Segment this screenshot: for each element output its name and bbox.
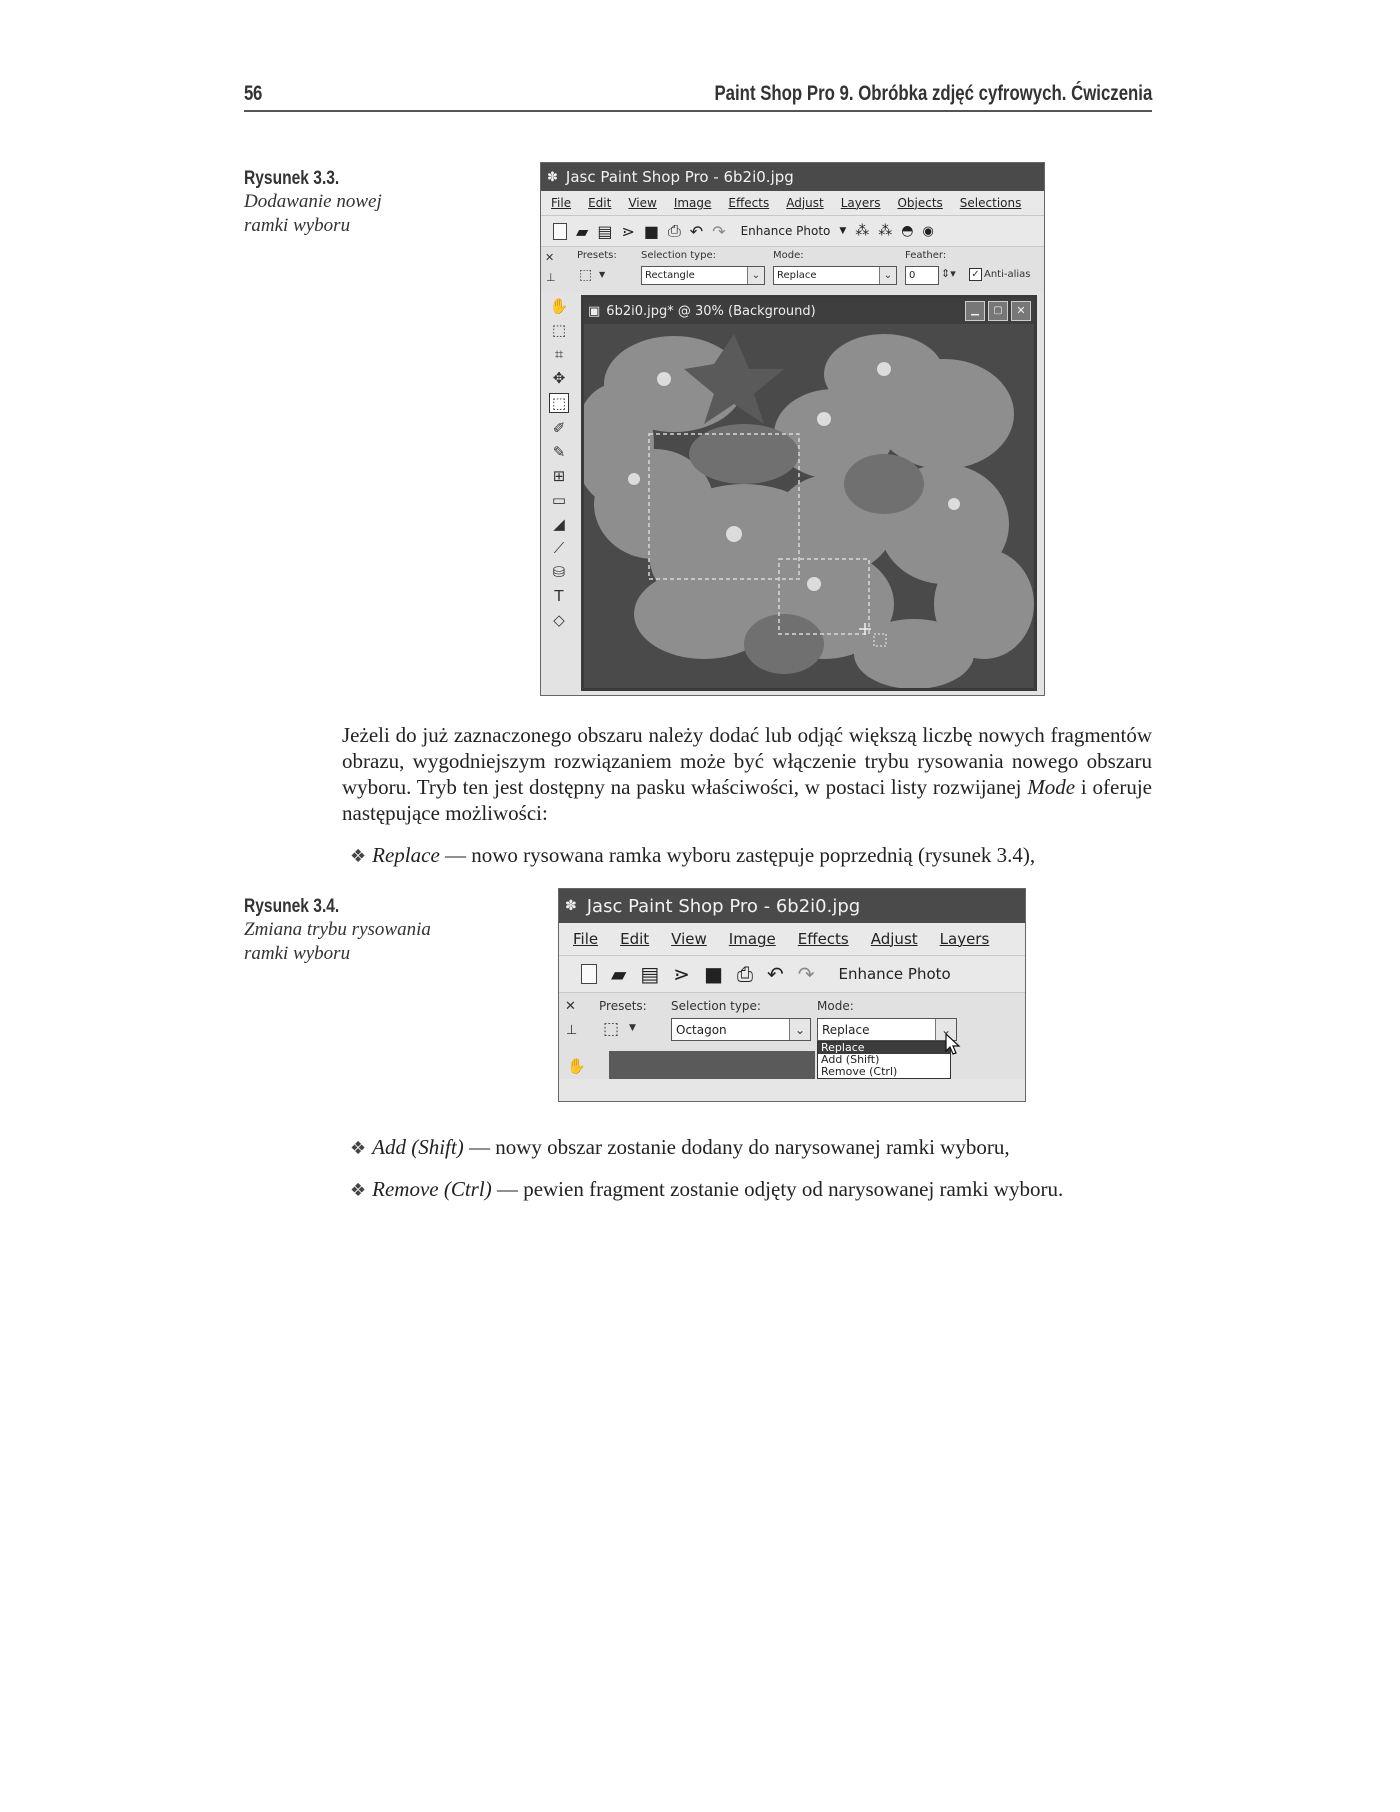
new-file-icon[interactable] <box>581 964 597 984</box>
new-file-icon[interactable] <box>553 223 567 240</box>
running-title: Paint Shop Pro 9. Obróbka zdjęć cyfrowych. Ćwiczenia <box>714 82 1152 105</box>
mode-option-replace[interactable]: Replace <box>818 1042 950 1054</box>
zoom-tool-icon[interactable]: ⬚ <box>551 321 567 339</box>
tools-toolbar <box>543 297 575 693</box>
enhance-photo-button[interactable]: Enhance Photo <box>740 224 831 238</box>
fill-tool-icon[interactable]: ⛁ <box>552 563 566 581</box>
mode-dropdown[interactable] <box>817 1018 957 1041</box>
color-fix-icon[interactable]: ⁂ <box>878 223 893 239</box>
workspace <box>541 293 1044 696</box>
figure-3-3-screenshot <box>540 162 1045 696</box>
enhance-photo-button[interactable]: Enhance Photo <box>838 965 951 983</box>
feather-value: 0 <box>909 270 916 281</box>
app-titlebar <box>559 889 1025 923</box>
move-tool-icon[interactable]: ✥ <box>552 369 566 387</box>
one-step-fix-icon[interactable]: ⁂ <box>855 223 870 239</box>
selection-type-dropdown[interactable] <box>641 266 765 285</box>
mode-dropdown-list <box>817 1041 951 1079</box>
anti-alias-checkbox[interactable]: ✓ <box>969 268 982 281</box>
bullet-replace <box>350 842 1035 870</box>
print-icon[interactable]: ⎙ <box>736 962 753 986</box>
clone-tool-icon[interactable]: ⊞ <box>552 467 566 485</box>
undo-icon[interactable]: ↶ <box>689 221 704 241</box>
chevron-down-icon[interactable]: ⌄ <box>879 267 896 284</box>
maximize-icon[interactable]: ▢ <box>988 301 1008 321</box>
menu-bar <box>541 191 1044 215</box>
mode-value: Replace <box>777 270 817 281</box>
browse-icon[interactable]: ▤ <box>597 221 613 241</box>
bullet-text: — nowo rysowana ramka wyboru zastępuje poprzednią (rysunek 3.4), <box>439 843 1036 867</box>
menu-item-edit[interactable]: Edit <box>620 930 650 948</box>
figure-3-4-label: Rysunek 3.4. <box>244 896 340 917</box>
menu-bar <box>559 923 1025 955</box>
brush-tool-icon[interactable]: ✎ <box>552 443 566 461</box>
standard-toolbar <box>559 955 1025 992</box>
pan-tool-icon[interactable]: ✋ <box>549 297 569 315</box>
feather-label: Feather: <box>905 250 947 261</box>
presets-label: Presets: <box>599 999 647 1013</box>
mode-label: Mode: <box>817 999 854 1013</box>
menu-item-layers[interactable]: Layers <box>840 196 881 210</box>
chevron-down-icon[interactable]: ▼ <box>629 1023 636 1033</box>
bullet-term: Add (Shift) <box>372 1135 464 1159</box>
preset-shape-icon[interactable]: ◇ <box>553 611 565 629</box>
bullet-text: — nowy obszar zostanie dodany do narysowanej ramki wyboru, <box>463 1135 1010 1159</box>
mode-dropdown[interactable] <box>773 266 897 285</box>
figure-3-4-caption: Zmiana trybu rysowania ramki wyboru <box>244 919 431 964</box>
dropper-tool-icon[interactable]: ✐ <box>552 419 566 437</box>
document-title: 6b2i0.jpg* @ 30% (Background) <box>606 303 816 319</box>
selection-type-label: Selection type: <box>641 250 716 261</box>
figure-3-4-screenshot <box>558 888 1026 1102</box>
figure-3-3-caption: Dodawanie nowej ramki wyboru <box>244 191 382 236</box>
browse-icon[interactable]: ▤ <box>640 962 660 986</box>
text-tool-icon[interactable]: T <box>554 587 564 605</box>
app-logo-icon: ✽ <box>565 898 577 914</box>
mode-term: Mode <box>1027 775 1076 799</box>
eraser-tool-icon[interactable]: ◢ <box>553 515 565 533</box>
menu-item-file[interactable]: File <box>573 930 599 948</box>
chevron-down-icon[interactable]: ⌄ <box>789 1019 810 1040</box>
scanner-icon[interactable]: ⋗ <box>673 962 691 986</box>
tool-options-palette <box>541 246 1044 293</box>
pin-icon[interactable]: ⊥ <box>546 271 556 284</box>
feather-input[interactable] <box>905 266 939 285</box>
chevron-down-icon[interactable]: ▼ <box>839 226 847 236</box>
clarify-icon[interactable]: ◉ <box>922 223 934 239</box>
bullet-icon: ❖ <box>350 1138 367 1159</box>
document-titlebar <box>584 298 1034 324</box>
menu-item-view[interactable]: View <box>671 930 707 948</box>
tool-options-palette <box>559 992 1025 1079</box>
app-logo-icon: ✽ <box>547 169 558 185</box>
bullet-term: Remove (Ctrl) <box>372 1177 492 1201</box>
selection-tool-icon[interactable]: ⬚ <box>549 393 569 413</box>
mode-option-remove[interactable]: Remove (Ctrl) <box>821 1065 898 1078</box>
bullet-icon: ❖ <box>350 1180 367 1201</box>
chevron-down-icon[interactable]: ⌄ <box>935 1019 956 1040</box>
menu-item-selections[interactable]: Selections <box>959 196 1022 210</box>
undo-icon[interactable]: ↶ <box>766 962 784 986</box>
open-folder-icon[interactable]: ▰ <box>611 962 627 986</box>
app-title: Jasc Paint Shop Pro - 6b2i0.jpg <box>565 168 794 186</box>
image-area <box>609 1051 815 1079</box>
menu-item-adjust[interactable]: Adjust <box>870 930 918 948</box>
menu-item-layers[interactable]: Layers <box>939 930 990 948</box>
bullet-term: Replace <box>372 843 440 867</box>
presets-label: Presets: <box>577 250 617 261</box>
bullet-remove <box>350 1176 1063 1204</box>
save-icon[interactable]: ■ <box>643 221 659 241</box>
save-icon[interactable]: ■ <box>704 962 723 986</box>
body-paragraph <box>342 722 1152 826</box>
crop-tool-icon[interactable]: ⌗ <box>554 345 564 363</box>
selection-type-label: Selection type: <box>671 999 761 1013</box>
minimize-icon[interactable]: ▁ <box>965 301 985 321</box>
close-icon[interactable]: ✕ <box>565 999 576 1014</box>
selection-type-value: Rectangle <box>645 270 695 281</box>
scratch-remover-icon[interactable]: ▭ <box>551 491 567 509</box>
menu-item-view[interactable]: View <box>628 196 657 210</box>
print-icon[interactable]: ⎙ <box>667 221 681 240</box>
menu-item-file[interactable]: File <box>551 196 572 210</box>
anti-alias-label: Anti-alias <box>984 269 1031 280</box>
spinner-icon[interactable]: ⇕▾ <box>941 267 956 280</box>
header-rule <box>244 110 1152 112</box>
pan-tool-icon[interactable]: ✋ <box>567 1057 586 1075</box>
presets-rectangle-icon[interactable]: ⬚ <box>603 1019 620 1039</box>
document-icon: ▣ <box>588 303 601 319</box>
mode-value: Replace <box>822 1023 870 1037</box>
smudge-tool-icon[interactable]: ⟋ <box>553 539 565 557</box>
menu-item-adjust[interactable]: Adjust <box>786 196 824 210</box>
chevron-down-icon[interactable]: ⌄ <box>747 267 764 284</box>
menu-item-effects[interactable]: Effects <box>728 196 770 210</box>
chevron-down-icon[interactable]: ▼ <box>599 270 606 279</box>
close-icon[interactable]: ✕ <box>545 251 555 264</box>
paragraph-text-end: i oferuje następujące możliwości: <box>342 775 1153 825</box>
redo-icon[interactable]: ↷ <box>712 221 726 241</box>
mouse-cursor-icon <box>945 1033 961 1057</box>
selection-type-value: Octagon <box>676 1023 727 1037</box>
menu-item-edit[interactable]: Edit <box>588 196 612 210</box>
red-eye-icon[interactable]: ◓ <box>901 223 914 239</box>
bullet-icon: ❖ <box>350 846 367 867</box>
standard-toolbar <box>541 215 1044 246</box>
mode-label: Mode: <box>773 250 804 261</box>
mode-option-add[interactable]: Add (Shift) <box>821 1053 880 1066</box>
bullet-text: — pewien fragment zostanie odjęty od narysowanej ramki wyboru. <box>491 1177 1064 1201</box>
paragraph-text: Jeżeli do już zaznaczonego obszaru należy dodać lub odjąć większą liczbę nowych fragmentów obrazu, wygodniejszym rozwiązaniem może być włączenie trybu rysowania nowego obszaru wyboru. Tryb ten jest dostępny na pasku właściwości, w postaci listy rozwijanej <box>342 723 1152 799</box>
redo-icon[interactable]: ↷ <box>797 962 815 986</box>
page-number: 56 <box>244 82 262 105</box>
selection-type-dropdown[interactable] <box>671 1018 811 1041</box>
menu-item-effects[interactable]: Effects <box>797 930 849 948</box>
bullet-add <box>350 1134 1010 1162</box>
presets-rectangle-icon[interactable]: ⬚ <box>579 267 593 283</box>
menu-item-image[interactable]: Image <box>673 196 712 210</box>
app-titlebar <box>541 163 1044 191</box>
scanner-icon[interactable]: ⋗ <box>621 221 635 241</box>
menu-item-image[interactable]: Image <box>728 930 776 948</box>
open-folder-icon[interactable]: ▰ <box>576 221 589 241</box>
app-title: Jasc Paint Shop Pro - 6b2i0.jpg <box>586 895 861 917</box>
close-icon[interactable]: ✕ <box>1011 301 1031 321</box>
menu-item-objects[interactable]: Objects <box>897 196 943 210</box>
image-document-window[interactable] <box>581 295 1037 691</box>
figure-3-3-label: Rysunek 3.3. <box>244 168 340 189</box>
flower-photo[interactable] <box>584 324 1034 688</box>
pin-icon[interactable]: ⊥ <box>566 1023 578 1038</box>
